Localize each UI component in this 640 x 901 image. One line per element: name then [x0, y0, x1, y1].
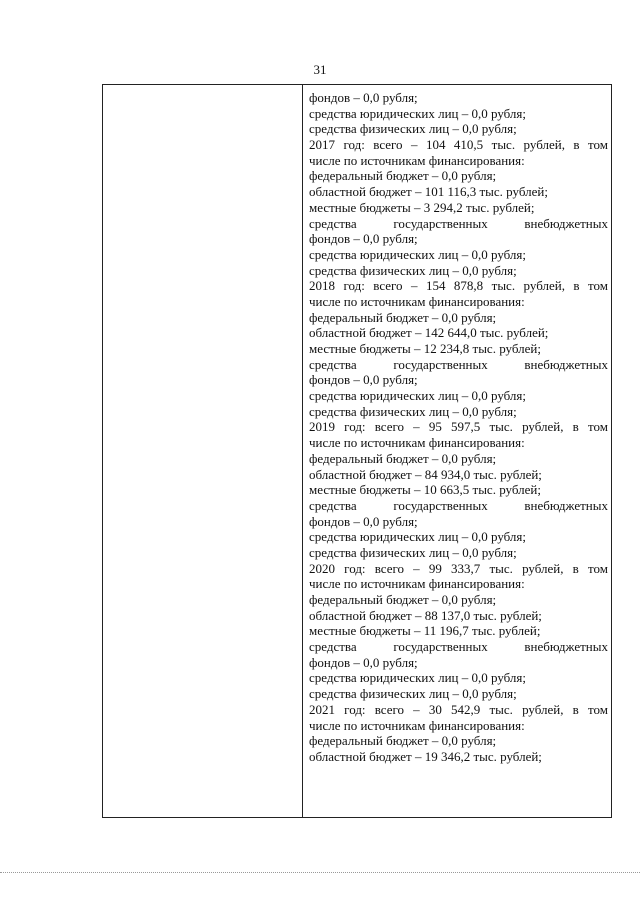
text-line: средства физических лиц – 0,0 рубля; [309, 544, 517, 560]
text-line: средства юридических лиц – 0,0 рубля; [309, 529, 527, 545]
text-line: фондов – 0,0 рубля; [309, 90, 418, 105]
text-line: числе по источникам финансирования: [309, 152, 525, 168]
text-line: областной бюджет – 84 934,0 тыс. рублей; [309, 466, 542, 482]
table-right-cell [303, 85, 611, 765]
text-line: числе по источникам финансирования: [309, 293, 525, 309]
text-line: средства юридических лиц – 0,0 рубля; [309, 105, 527, 121]
text-line: областной бюджет – 142 644,0 тыс. рублей; [309, 325, 549, 341]
page-number: 31 [313, 62, 327, 77]
text-line: числе по источникам финансирования: [309, 435, 525, 451]
text-line: 2018 год: всего – 154 878,8 тыс. рублей, в том [309, 278, 608, 294]
table-left-cell [103, 85, 303, 817]
text-line: федеральный бюджет – 0,0 рубля; [309, 450, 497, 466]
text-line: 2020 год: всего – 99 333,7 тыс. рублей, в том [309, 560, 608, 576]
text-line: числе по источникам финансирования: [309, 576, 525, 592]
text-line: средства юридических лиц – 0,0 рубля; [309, 670, 527, 686]
text-line: федеральный бюджет – 0,0 рубля; [309, 592, 497, 607]
text-line: средства физических лиц – 0,0 рубля; [309, 403, 517, 419]
text-line: средства государственных внебюджетных [309, 639, 608, 655]
text-line: фондов – 0,0 рубля; [309, 231, 418, 247]
text-line: областной бюджет – 19 346,2 тыс. рублей; [309, 748, 542, 764]
text-line: средства физических лиц – 0,0 рубля; [309, 121, 517, 137]
text-line: фондов – 0,0 рубля; [309, 513, 418, 529]
text-line: числе по источникам финансирования: [309, 717, 525, 733]
text-line: местные бюджеты – 11 196,7 тыс. рублей; [309, 623, 541, 639]
text-line: местные бюджеты – 12 234,8 тыс. рублей; [309, 341, 541, 356]
text-line: областной бюджет – 88 137,0 тыс. рублей; [309, 607, 542, 623]
text-line: федеральный бюджет – 0,0 рубля; [309, 168, 497, 184]
text-line: средства физических лиц – 0,0 рубля; [309, 262, 517, 278]
text-line: 2019 год: всего – 95 597,5 тыс. рублей, в том [309, 419, 608, 435]
text-line: федеральный бюджет – 0,0 рубля; [309, 309, 497, 325]
text-line: федеральный бюджет – 0,0 рубля; [309, 733, 497, 749]
text-line: 2021 год: всего – 30 542,9 тыс. рублей, в том [309, 701, 608, 717]
text-line: фондов – 0,0 рубля; [309, 372, 418, 388]
text-line: местные бюджеты – 3 294,2 тыс. рублей; [309, 199, 535, 215]
text-line: средства государственных внебюджетных [309, 356, 608, 372]
text-line: 2017 год: всего – 104 410,5 тыс. рублей, в том [309, 137, 608, 153]
funding-table [102, 84, 612, 818]
text-line: средства юридических лиц – 0,0 рубля; [309, 388, 527, 404]
text-line: средства физических лиц – 0,0 рубля; [309, 686, 517, 702]
text-line: местные бюджеты – 10 663,5 тыс. рублей; [309, 482, 541, 498]
text-line: средства государственных внебюджетных [309, 497, 608, 513]
text-line: средства государственных внебюджетных [309, 215, 608, 231]
page-bottom-rule [0, 872, 640, 873]
text-line: средства юридических лиц – 0,0 рубля; [309, 246, 527, 262]
text-line: областной бюджет – 101 116,3 тыс. рублей; [309, 184, 548, 200]
text-line: фондов – 0,0 рубля; [309, 654, 418, 670]
